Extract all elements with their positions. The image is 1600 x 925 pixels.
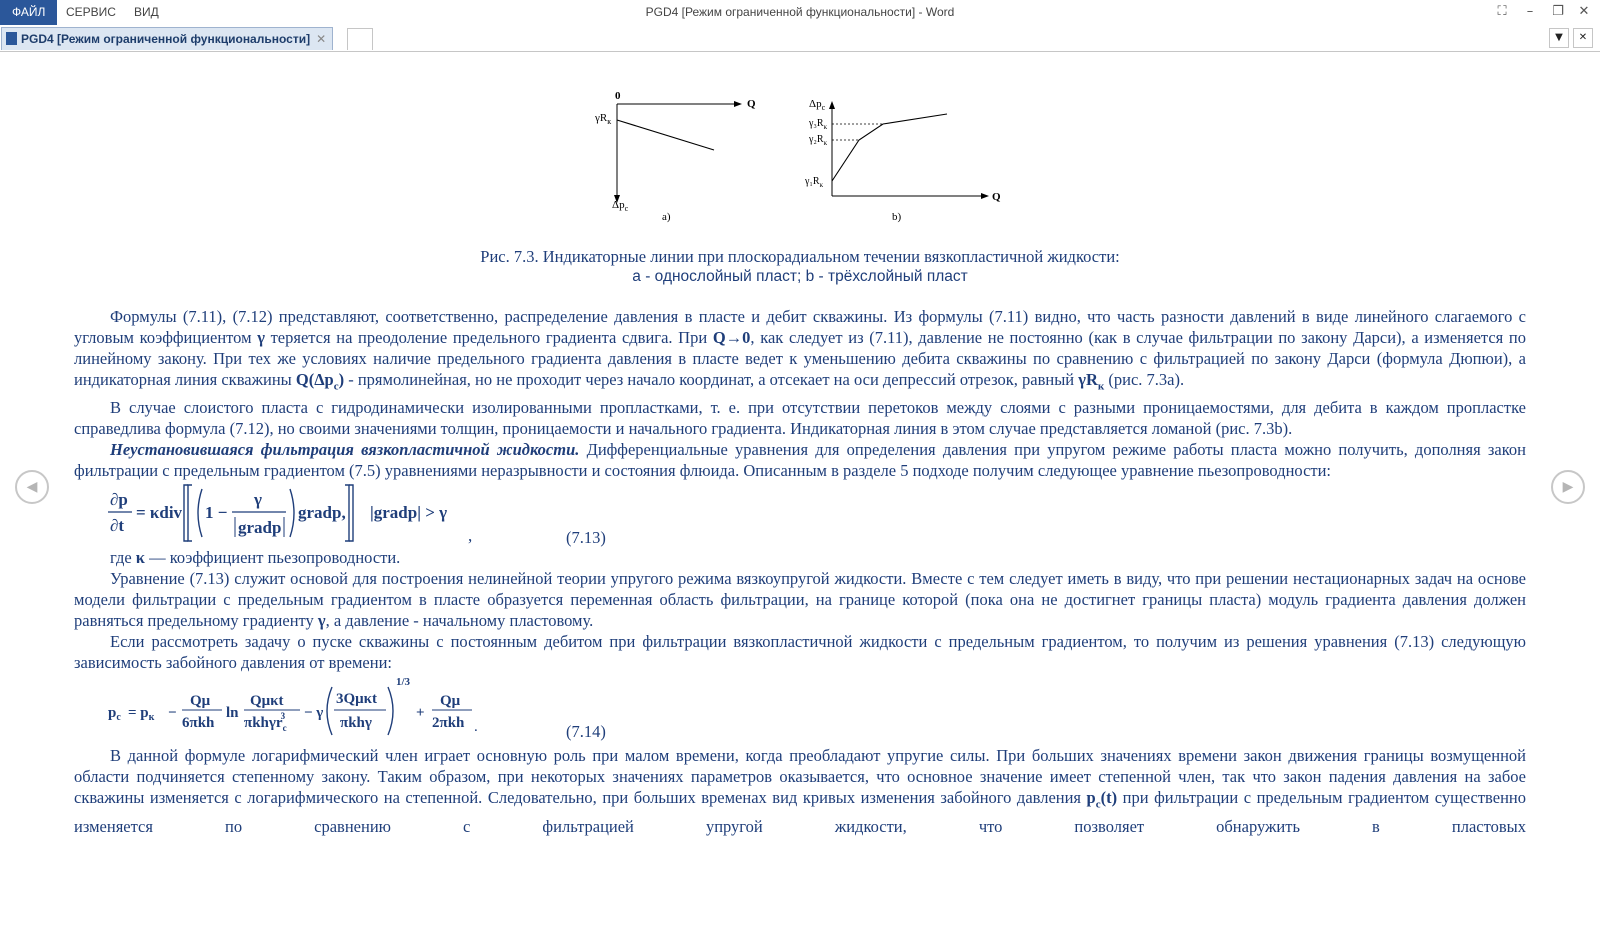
document-page <box>74 58 1526 925</box>
menu-service[interactable]: СЕРВИС <box>66 5 116 19</box>
figure-7-3-graphic <box>74 58 1526 248</box>
panel-a-intercept-label: $\gamma R_к$ <box>595 112 612 126</box>
svg-text:ln: ln <box>226 705 239 722</box>
panel-b-level1-label: $\gamma_1R_к$ <box>805 176 823 189</box>
paragraph-6: В данной формуле логарифмический член играет основную роль при малом времени, когда преобладают упругие силы. При больших значениях времени закон движения границы возмущенной области подчиняется степенному закону. Таким образом, при некоторых значениях параметров оказывается, что основное значение имеет степенной член, так что закон падения давления на забое скважины изменяется с логарифмического на степенной. Следовательно, при больших временах вид кривых изменения забойного давления $p_c(t)$ при фильтрации с предельным градиентом существенно изменяется по сравнению с фильтрацией упругой жидкости, что позволяет обнаружить в пластовых <box>74 746 1526 836</box>
minimize-icon[interactable]: – <box>1526 4 1534 19</box>
figure-7-3 <box>74 58 1526 248</box>
paragraph-1: Формулы (7.11), (7.12) представляют, соответственно, распределение давления в пласте и дебит скважины. Из формулы (7.11) видно, что часть разности давлений в виде линейного слагаемого с угловым коэффициентом γ теряется на преодоление предельного градиента сдвига. При Q→0, как следует из (7.11), давление не постоянно (как в случае фильтрации по закону Дарси), а изменяется по линейному закону. При тех же условиях наличие предельного градиента давления в пласте ведет к уменьшению дебита скважины по сравнению с фильтрацией по закону Дарси (формула Дюпюи), а индикаторная линия скважины $Q(\Delta p_c)$ - прямолинейная, но не проходит через начало координат, а отсекает на оси депрессий отрезок, равный $\gamma R_к$ (рис. 7.3а). <box>74 307 1526 393</box>
tab-list-dropdown-icon[interactable]: ▼ <box>1549 28 1569 48</box>
svg-text:− γ: − γ <box>304 705 324 722</box>
svg-text:.: . <box>474 719 478 736</box>
svg-text:,: , <box>468 526 473 546</box>
svg-text:1/3: 1/3 <box>396 676 411 689</box>
svg-text:Qμκt: Qμκt <box>250 693 284 710</box>
menu-view[interactable]: ВИД <box>134 5 159 19</box>
menu-file[interactable]: ФАЙЛ <box>0 0 57 25</box>
svg-text:Qμ: Qμ <box>190 693 211 710</box>
panel-b-level2-label: $\gamma_2R_к$ <box>809 134 827 147</box>
figure-panel-a <box>594 90 756 223</box>
previous-page-icon[interactable]: ◀ <box>15 470 49 504</box>
svg-text:Qμ: Qμ <box>440 693 461 710</box>
tab-close-icon[interactable]: ✕ <box>316 32 327 46</box>
new-tab-button[interactable] <box>347 28 373 50</box>
panel-a-y-axis-label: $\Delta p_c$ <box>612 199 629 213</box>
panel-a-x-axis-label: Q <box>747 98 756 110</box>
svg-text:gradp: gradp <box>238 518 282 538</box>
body-text <box>74 306 1526 837</box>
panel-b-level3-label: $\gamma_3R_к$ <box>809 118 827 131</box>
paragraph-4: Уравнение (7.13) служит основой для построения нелинейной теории упругого режима вязкоупругой жидкости. Вместе с тем следует иметь в виду, что при решении нестационарных задач на основе модели фильтрации с предельным градиентом в пласте образуется переменная область фильтрации, на границе которой (пока она не достигнет границы пласта) модуль градиента давления должен равняться предельному градиенту γ, а давление - начальному пластовому. <box>74 569 1526 631</box>
svg-text:6πkh: 6πkh <box>182 715 215 732</box>
title-bar <box>0 0 1600 25</box>
svg-text:2πkh: 2πkh <box>432 715 465 732</box>
where-line: где κ — коэффициент пьезопроводности. <box>110 548 401 568</box>
restore-icon[interactable]: ❐ <box>1552 4 1564 19</box>
next-page-icon[interactable]: ▶ <box>1551 470 1585 504</box>
svg-text:πkhγ: πkhγ <box>340 715 372 732</box>
word-doc-icon <box>6 32 17 45</box>
svg-text:gradp,: gradp, <box>298 503 346 523</box>
svg-text:∂t: ∂t <box>110 516 125 536</box>
panel-b-caption: b) <box>892 211 902 223</box>
panel-b-x-axis-label: Q <box>992 191 1001 203</box>
panel-a-origin-label: 0 <box>615 90 621 102</box>
paragraph-3: Неустановившаяся фильтрация вязкопластичной жидкости. Дифференциальные уравнения для определения давления при упругом режиме работы пласта можно получить, дополняя закон фильтрации с предельным градиентом (7.5) уравнениями неразрывности и состояния флюида. Описанным в разделе 5 подходе получим следующее уравнение пьезопроводности: <box>74 440 1526 481</box>
document-tab-bar <box>0 25 1600 52</box>
svg-text:|gradp| > γ: |gradp| > γ <box>370 503 448 523</box>
figure-caption <box>74 247 1526 287</box>
document-tab[interactable] <box>1 27 333 50</box>
close-document-icon[interactable]: ✕ <box>1573 28 1593 48</box>
paragraph-2: В случае слоистого пласта с гидродинамически изолированными пропластками, т. е. при отсутствии перетоков между слоями с разными проницаемостями, для дебита в каждом пропластке справедлива формула (7.12), но своими значениями толщин, проницаемости и начального градиента. Индикаторная линия в этом случае представляется ломаной (рис. 7.3b). <box>74 398 1526 439</box>
equation-7-13-number: (7.13) <box>566 528 606 548</box>
document-tab-label: PGD4 [Режим ограниченной функциональности] <box>21 32 311 46</box>
svg-text:3Qμκt: 3Qμκt <box>336 691 377 708</box>
figure-panel-b <box>804 98 1001 223</box>
svg-text:pc: $p_c$ <box>108 705 121 724</box>
paragraph-5: Если рассмотреть задачу о пуске скважины с постоянным дебитом при фильтрации вязкопластичной жидкости с предельным градиентом, то получим из решения уравнения (7.13) следующую зависимость забойного давления от времени: <box>74 632 1526 673</box>
panel-b-y-axis-label: $\Delta p_c$ <box>809 98 826 112</box>
svg-text:−: − <box>168 705 177 722</box>
close-icon[interactable]: ✕ <box>1578 4 1590 19</box>
section-heading: Неустановившаяся фильтрация вязкопластичной жидкости. <box>110 440 580 460</box>
window-title: PGD4 [Режим ограниченной функциональности] - Word <box>645 5 955 19</box>
svg-text:1 −: 1 − <box>205 503 228 523</box>
svg-text:= κdiv: = κdiv <box>136 503 183 523</box>
svg-text:∂p: ∂p <box>110 490 128 510</box>
svg-text:πkhγrc3: πkhγr$_c$3 <box>244 711 287 734</box>
figure-caption-line2: a - однослойный пласт; b - трёхслойный пласт <box>632 268 968 285</box>
equation-7-13 <box>74 481 1526 547</box>
svg-text:γ: γ <box>254 490 262 510</box>
fullscreen-icon[interactable]: ⛶ <box>1497 4 1507 19</box>
equation-7-14-number: (7.14) <box>566 722 606 742</box>
svg-text:+: + <box>416 705 425 722</box>
figure-caption-line1: Рис. 7.3. Индикаторные линии при плоскорадиальном течении вязкопластичной жидкости: <box>480 247 1120 266</box>
equation-7-14 <box>74 673 1526 745</box>
panel-a-caption: a) <box>662 211 671 223</box>
svg-text:= pк: = $p_к$ <box>128 705 155 724</box>
